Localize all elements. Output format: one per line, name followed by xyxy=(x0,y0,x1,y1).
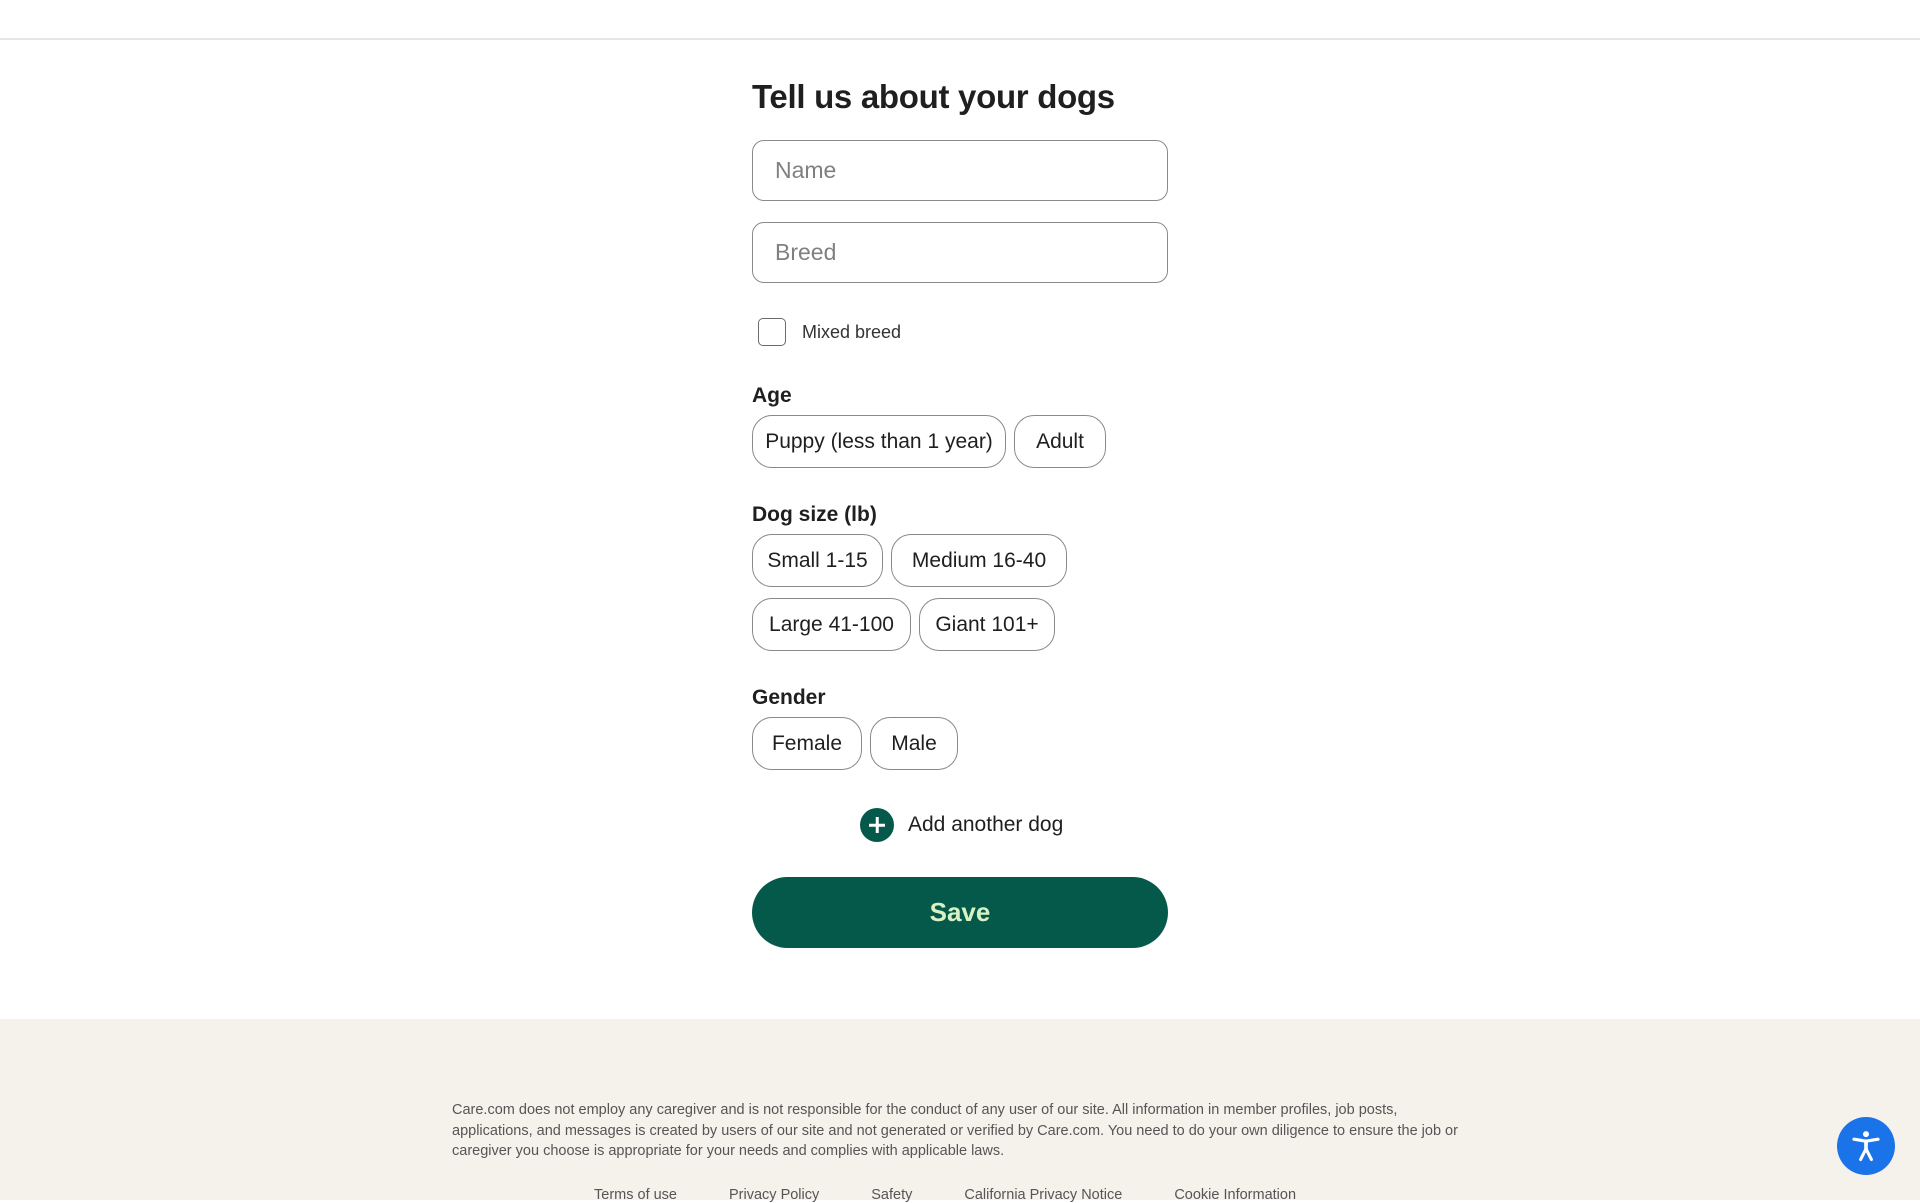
plus-circle-icon xyxy=(860,808,894,842)
accessibility-icon xyxy=(1849,1129,1883,1163)
size-option-large[interactable]: Large 41-100 xyxy=(752,598,911,651)
footer-link-terms[interactable]: Terms of use xyxy=(594,1187,677,1203)
page-title: Tell us about your dogs xyxy=(752,78,1115,115)
age-label: Age xyxy=(752,384,792,407)
gender-label: Gender xyxy=(752,686,826,709)
footer-link-safety[interactable]: Safety xyxy=(871,1187,913,1203)
name-input[interactable] xyxy=(752,140,1168,201)
add-another-dog-label: Add another dog xyxy=(908,813,1064,836)
age-option-puppy[interactable]: Puppy (less than 1 year) xyxy=(752,415,1006,468)
size-option-small[interactable]: Small 1-15 xyxy=(752,534,883,587)
breed-input[interactable] xyxy=(752,222,1168,283)
footer-link-cookie-information[interactable]: Cookie Information xyxy=(1174,1187,1297,1203)
size-option-giant[interactable]: Giant 101+ xyxy=(919,598,1055,651)
footer-links xyxy=(594,1187,1296,1203)
dog-size-label: Dog size (lb) xyxy=(752,503,877,526)
age-option-adult[interactable]: Adult xyxy=(1014,415,1106,468)
size-option-medium[interactable]: Medium 16-40 xyxy=(891,534,1067,587)
footer-disclaimer: Care.com does not employ any caregiver and is not responsible for the conduct of any user of our site. All information in member profiles, job posts, applications, and messages is created by users of our site and not generated or verified by Care.com. You need to do your own diligence to ensure the job or caregiver you choose is appropriate for your needs and complies with applicable laws. xyxy=(452,1102,1458,1159)
footer-link-california-privacy[interactable]: California Privacy Notice xyxy=(964,1187,1123,1203)
mixed-breed-label: Mixed breed xyxy=(802,321,902,342)
save-button[interactable]: Save xyxy=(752,877,1168,948)
footer xyxy=(0,1019,1920,1203)
mixed-breed-checkbox[interactable] xyxy=(758,318,786,346)
gender-option-female[interactable]: Female xyxy=(752,717,862,770)
accessibility-button[interactable] xyxy=(1837,1117,1895,1175)
top-header-bar xyxy=(0,0,1920,40)
mixed-breed-row[interactable] xyxy=(758,318,901,346)
add-another-dog-button[interactable] xyxy=(860,808,1063,842)
footer-link-privacy-policy[interactable]: Privacy Policy xyxy=(729,1187,820,1203)
gender-option-male[interactable]: Male xyxy=(870,717,958,770)
